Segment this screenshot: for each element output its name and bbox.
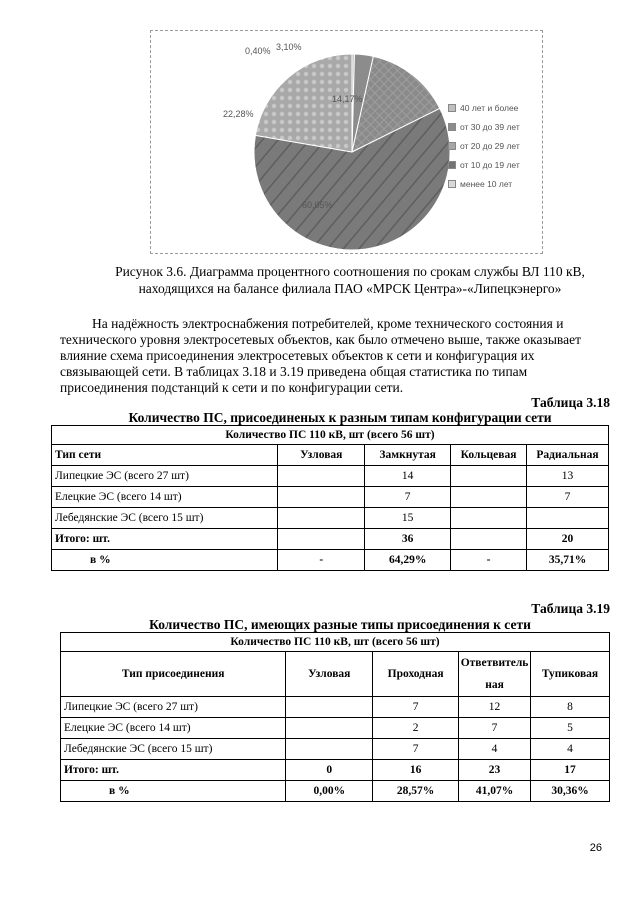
header-cell: Узловая <box>286 652 373 697</box>
cell: 7 <box>527 487 609 508</box>
cell: 4 <box>459 739 531 760</box>
header-span-cell: Количество ПС 110 кВ, шт (всего 56 шт) <box>61 633 610 652</box>
table-percent-row <box>52 550 609 571</box>
cell <box>451 529 527 550</box>
slice-label-40plus: 0,40% <box>245 46 271 56</box>
paragraph-line: присоединения подстанций к сети и по конфигурации сети. <box>60 380 404 395</box>
cell: 7 <box>373 739 459 760</box>
cell <box>451 487 527 508</box>
cell: Итого: шт. <box>52 529 278 550</box>
cell: 0,00% <box>286 781 373 802</box>
legend-item <box>448 98 520 117</box>
table-title: Количество ПС, присоединеных к разным типам конфигурации сети <box>128 410 552 425</box>
legend-label: менее 10 лет <box>460 178 513 189</box>
table-number: Таблица 3.19 <box>531 601 610 616</box>
legend-swatch <box>448 180 456 188</box>
header-cell: Кольцевая <box>451 445 527 466</box>
header-cell: Узловая <box>278 445 365 466</box>
cell <box>286 739 373 760</box>
cell <box>286 718 373 739</box>
figure-caption-line1: Рисунок 3.6. Диаграмма процентного соотношения по срокам службы ВЛ 110 кВ, <box>115 264 585 279</box>
table-total-row <box>52 529 609 550</box>
table-header-span-row <box>52 426 609 445</box>
header-cell: Тупиковая <box>531 652 610 697</box>
paragraph-line: технического уровня электросетевых объектов, как было отмечено выше, также оказывает <box>60 332 581 347</box>
cell: 17 <box>531 760 610 781</box>
table-3-18 <box>51 425 609 571</box>
cell: 7 <box>365 487 451 508</box>
cell: 41,07% <box>459 781 531 802</box>
legend-item <box>448 136 520 155</box>
legend-swatch <box>448 142 456 150</box>
slice-label-20-29: 22,28% <box>223 109 254 119</box>
table-row <box>52 508 609 529</box>
table-header-span-row <box>61 633 610 652</box>
legend-label: от 20 до 29 лет <box>460 140 520 151</box>
cell: 7 <box>373 697 459 718</box>
cell: Липецкие ЭС (всего 27 шт) <box>61 697 286 718</box>
cell: 8 <box>531 697 610 718</box>
cell: 15 <box>365 508 451 529</box>
table-row <box>61 697 610 718</box>
legend-label: 40 лет и более <box>460 102 519 113</box>
cell: - <box>278 550 365 571</box>
cell: 0 <box>286 760 373 781</box>
header-cell-line: ная <box>485 679 504 691</box>
header-cell: Радиальная <box>527 445 609 466</box>
legend-label: от 10 до 19 лет <box>460 159 520 170</box>
paragraph-line: связывающей сети. В таблицах 3.18 и 3.19 приведена общая статистика по типам <box>60 364 528 379</box>
legend-item <box>448 117 520 136</box>
cell <box>286 697 373 718</box>
header-cell: Тип сети <box>52 445 278 466</box>
table-percent-row <box>61 781 610 802</box>
paragraph-line: влияние схема присоединения электросетевых объектов к сети и конфигурация их <box>60 348 535 363</box>
header-cell: Тип присоединения <box>61 652 286 697</box>
legend-label: от 30 до 39 лет <box>460 121 520 132</box>
slice-label-30-39: 3,10% <box>276 42 302 52</box>
cell: 4 <box>531 739 610 760</box>
cell: 13 <box>527 466 609 487</box>
legend-swatch <box>448 104 456 112</box>
cell: 16 <box>373 760 459 781</box>
cell: в % <box>52 550 278 571</box>
cell: 36 <box>365 529 451 550</box>
cell: 7 <box>459 718 531 739</box>
cell: Лебедянские ЭС (всего 15 шт) <box>61 739 286 760</box>
cell: 64,29% <box>365 550 451 571</box>
header-cell <box>459 652 531 697</box>
legend-item <box>448 174 520 193</box>
cell: 5 <box>531 718 610 739</box>
cell: 35,71% <box>527 550 609 571</box>
table-row <box>52 466 609 487</box>
cell: 12 <box>459 697 531 718</box>
cell: 30,36% <box>531 781 610 802</box>
cell: 14 <box>365 466 451 487</box>
cell: 2 <box>373 718 459 739</box>
table-total-row <box>61 760 610 781</box>
header-cell: Проходная <box>373 652 459 697</box>
table-header-row <box>61 652 610 697</box>
slice-label-under10: 60,05% <box>302 200 333 210</box>
cell: в % <box>61 781 286 802</box>
cell <box>451 508 527 529</box>
header-span-cell: Количество ПС 110 кВ, шт (всего 56 шт) <box>52 426 609 445</box>
cell <box>527 508 609 529</box>
cell: 23 <box>459 760 531 781</box>
table-row <box>61 739 610 760</box>
table-3-19 <box>60 632 610 802</box>
figure-caption-line2: находящихся на балансе филиала ПАО «МРСК Центра»-«Липецкэнерго» <box>138 281 562 296</box>
cell <box>278 508 365 529</box>
legend-item <box>448 155 520 174</box>
cell <box>451 466 527 487</box>
table-title: Количество ПС, имеющих разные типы присоединения к сети <box>149 617 531 632</box>
header-cell: Замкнутая <box>365 445 451 466</box>
table-header-row <box>52 445 609 466</box>
cell: Лебедянские ЭС (всего 15 шт) <box>52 508 278 529</box>
cell <box>278 487 365 508</box>
cell: Елецкие ЭС (всего 14 шт) <box>61 718 286 739</box>
chart-legend <box>448 98 520 193</box>
cell <box>278 529 365 550</box>
legend-swatch <box>448 161 456 169</box>
header-cell-line: Ответвитель <box>460 657 529 669</box>
table-number: Таблица 3.18 <box>531 395 610 410</box>
cell: 28,57% <box>373 781 459 802</box>
page-number: 26 <box>589 842 602 854</box>
cell: Итого: шт. <box>61 760 286 781</box>
slice-label-10-19: 14,17% <box>332 94 363 104</box>
table-row <box>61 718 610 739</box>
cell: 20 <box>527 529 609 550</box>
cell <box>278 466 365 487</box>
table-row <box>52 487 609 508</box>
cell: Елецкие ЭС (всего 14 шт) <box>52 487 278 508</box>
cell: Липецкие ЭС (всего 27 шт) <box>52 466 278 487</box>
paragraph-line: На надёжность электроснабжения потребителей, кроме технического состояния и <box>92 316 564 331</box>
legend-swatch <box>448 123 456 131</box>
cell: - <box>451 550 527 571</box>
